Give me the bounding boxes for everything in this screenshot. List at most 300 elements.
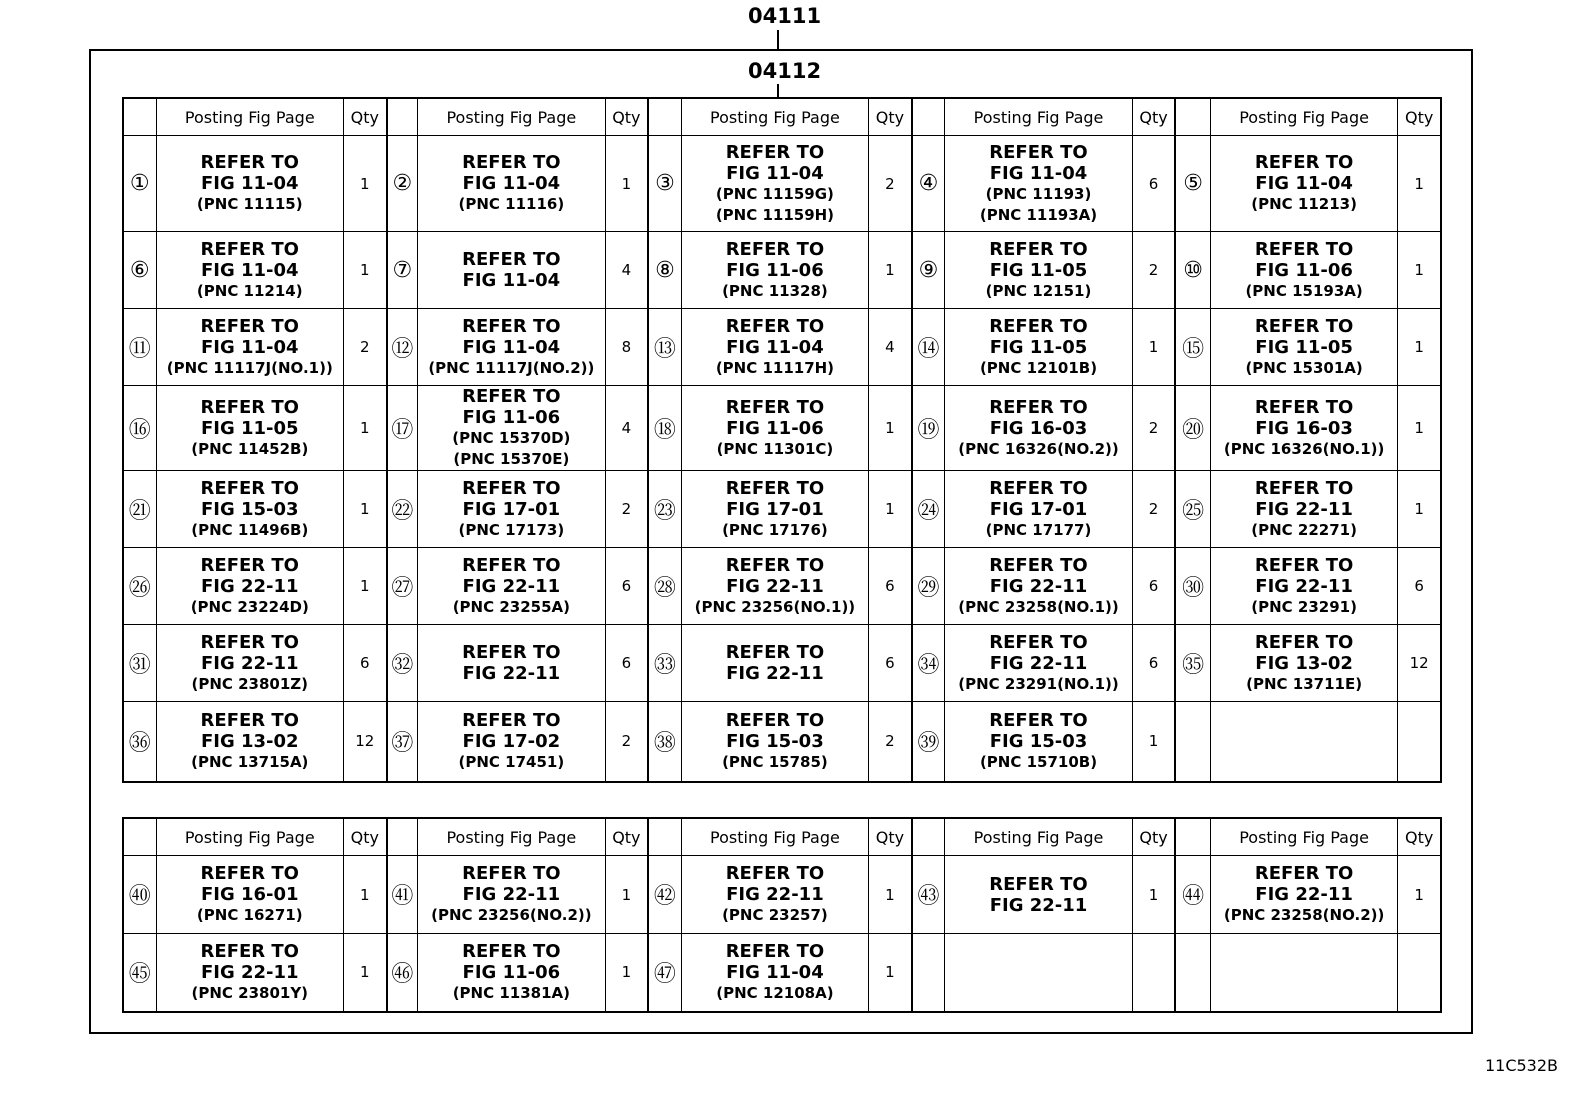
pnc-code: (PNC 23258(NO.2)) <box>1223 906 1385 924</box>
header-qty: Qty <box>869 818 912 856</box>
fig-number: FIG 22-11 <box>200 575 299 597</box>
header-qty: Qty <box>1398 818 1441 856</box>
item-number: ㉞ <box>912 625 945 702</box>
pnc-code: (PNC 15710B) <box>979 752 1098 771</box>
refer-to-text: REFER TO <box>200 152 299 173</box>
quantity: 2 <box>869 136 912 232</box>
fig-reference <box>418 309 605 386</box>
header-fig-page: Posting Fig Page <box>156 98 343 136</box>
pnc-code: (PNC 17451) <box>458 752 565 771</box>
quantity: 4 <box>605 232 648 309</box>
item-number: ⑨ <box>912 232 945 309</box>
fig-number: FIG 11-06 <box>462 407 561 428</box>
item-number: ② <box>387 136 418 232</box>
pnc-code: (PNC 23801Y) <box>191 983 309 1002</box>
quantity: 1 <box>1132 702 1175 782</box>
quantity: 1 <box>1398 309 1441 386</box>
fig-number: FIG 11-04 <box>462 270 561 291</box>
header-fig-page: Posting Fig Page <box>945 818 1132 856</box>
refer-to-text: REFER TO <box>989 554 1088 576</box>
quantity: 1 <box>343 856 386 934</box>
table-row <box>123 136 1441 232</box>
pnc-code: (PNC 17176) <box>722 520 828 539</box>
fig-number: FIG 17-01 <box>726 498 824 520</box>
item-number: ④ <box>912 136 945 232</box>
fig-number: FIG 11-06 <box>462 961 561 983</box>
fig-reference <box>681 934 868 1012</box>
quantity: 4 <box>605 386 648 471</box>
fig-number: FIG 22-11 <box>1255 575 1353 597</box>
fig-number: FIG 11-04 <box>726 961 824 983</box>
item-number: ㉛ <box>123 625 156 702</box>
fig-reference <box>1210 136 1397 232</box>
fig-number: FIG 22-11 <box>200 961 299 983</box>
header-fig-page: Posting Fig Page <box>156 818 343 856</box>
pnc-code: (PNC 11117H) <box>715 358 835 377</box>
pnc-code: (PNC 11193A) <box>979 205 1098 224</box>
quantity: 1 <box>1398 856 1441 934</box>
item-number: ⑳ <box>1175 386 1210 471</box>
fig-number: FIG 13-02 <box>200 730 299 752</box>
fig-number: FIG 22-11 <box>989 575 1088 597</box>
fig-number: FIG 15-03 <box>989 730 1088 752</box>
pnc-code: (PNC 23255A) <box>452 597 570 616</box>
fig-reference <box>156 702 343 782</box>
fig-number: FIG 11-04 <box>462 173 561 194</box>
item-number: ⑭ <box>912 309 945 386</box>
pnc-code: (PNC 13715A) <box>191 752 309 771</box>
header-number-cell <box>123 98 156 136</box>
fig-number: FIG 13-02 <box>1255 652 1353 674</box>
fig-number: FIG 11-05 <box>200 417 299 439</box>
quantity: 12 <box>1398 625 1441 702</box>
pnc-code: (PNC 11193) <box>985 184 1092 203</box>
pnc-code: (PNC 16271) <box>196 906 303 924</box>
quantity: 6 <box>343 625 386 702</box>
refer-to-text: REFER TO <box>200 238 299 260</box>
refer-to-text: REFER TO <box>989 873 1088 895</box>
refer-to-text: REFER TO <box>200 477 299 499</box>
quantity: 1 <box>605 136 648 232</box>
fig-number: FIG 11-04 <box>200 259 299 281</box>
refer-to-text: REFER TO <box>462 249 561 270</box>
pnc-code: (PNC 11117J(NO.2)) <box>428 358 595 377</box>
quantity: 6 <box>869 548 912 625</box>
quantity: 1 <box>869 471 912 548</box>
quantity: 2 <box>605 471 648 548</box>
fig-reference <box>681 309 868 386</box>
quantity: 6 <box>1398 548 1441 625</box>
fig-reference <box>945 471 1132 548</box>
fig-number: FIG 22-11 <box>726 663 824 684</box>
fig-number: FIG 17-01 <box>989 498 1088 520</box>
fig-reference <box>156 934 343 1012</box>
fig-number: FIG 11-06 <box>1255 259 1353 281</box>
refer-to-text: REFER TO <box>1254 631 1354 653</box>
pnc-code: (PNC 23224D) <box>190 597 309 616</box>
refer-to-text: REFER TO <box>200 631 299 653</box>
fig-reference <box>681 856 868 934</box>
fig-reference <box>945 625 1132 702</box>
pnc-code: (PNC 16326(NO.2)) <box>958 439 1119 458</box>
refer-to-text: REFER TO <box>1254 315 1354 337</box>
item-number: ⑲ <box>912 386 945 471</box>
item-number: ㊴ <box>912 702 945 782</box>
fig-reference <box>681 625 868 702</box>
item-number: ⑯ <box>123 386 156 471</box>
item-number: ㉘ <box>648 548 681 625</box>
quantity <box>1398 934 1441 1012</box>
quantity: 1 <box>1398 232 1441 309</box>
quantity: 6 <box>1132 625 1175 702</box>
fig-number: FIG 11-04 <box>200 173 299 194</box>
fig-reference <box>945 232 1132 309</box>
fig-reference <box>945 309 1132 386</box>
refer-to-text: REFER TO <box>200 315 299 337</box>
pnc-code: (PNC 12108A) <box>716 983 834 1002</box>
header-fig-page: Posting Fig Page <box>418 98 605 136</box>
item-number: ㊹ <box>1175 856 1210 934</box>
fig-reference <box>1210 625 1397 702</box>
item-number <box>1175 702 1210 782</box>
refer-to-text: REFER TO <box>200 863 299 884</box>
quantity: 6 <box>869 625 912 702</box>
fig-number: FIG 22-11 <box>462 575 561 597</box>
fig-number: FIG 11-05 <box>989 336 1088 358</box>
fig-number: FIG 22-11 <box>462 663 561 684</box>
refer-to-text: REFER TO <box>1254 477 1354 499</box>
item-number: ① <box>123 136 156 232</box>
fig-number: FIG 11-05 <box>1255 336 1353 358</box>
item-number: ⑧ <box>648 232 681 309</box>
refer-to-text: REFER TO <box>989 315 1088 337</box>
header-number-cell <box>912 98 945 136</box>
refer-to-text: REFER TO <box>989 141 1088 163</box>
pnc-code: (PNC 11117J(NO.1)) <box>166 358 333 377</box>
pnc-code: (PNC 15370D) <box>452 429 571 447</box>
header-qty: Qty <box>605 98 648 136</box>
item-number: ㊸ <box>912 856 945 934</box>
fig-reference <box>945 934 1132 1012</box>
quantity: 1 <box>869 934 912 1012</box>
fig-number: FIG 11-04 <box>726 336 824 358</box>
pnc-code: (PNC 13711E) <box>1246 674 1363 693</box>
quantity <box>1398 702 1441 782</box>
item-number: ㊲ <box>387 702 418 782</box>
fig-reference <box>1210 934 1397 1012</box>
fig-number: FIG 11-04 <box>989 162 1088 184</box>
fig-reference <box>418 548 605 625</box>
refer-to-text: REFER TO <box>200 396 299 418</box>
pnc-code: (PNC 23257) <box>722 906 828 924</box>
pnc-code: (PNC 11115) <box>196 195 303 213</box>
item-number: ③ <box>648 136 681 232</box>
fig-reference <box>1210 232 1397 309</box>
header-qty: Qty <box>1132 98 1175 136</box>
refer-to-text: REFER TO <box>725 396 825 418</box>
refer-to-text: REFER TO <box>725 709 825 731</box>
pnc-code: (PNC 16326(NO.1)) <box>1223 439 1385 458</box>
item-number: ⑤ <box>1175 136 1210 232</box>
quantity: 2 <box>1132 386 1175 471</box>
refer-to-text: REFER TO <box>725 863 825 884</box>
pnc-code: (PNC 17173) <box>458 520 565 539</box>
quantity: 1 <box>1398 471 1441 548</box>
pnc-code: (PNC 11496B) <box>191 520 309 539</box>
item-number: ⑩ <box>1175 232 1210 309</box>
fig-reference <box>156 471 343 548</box>
fig-number: FIG 11-04 <box>726 162 824 184</box>
refer-to-text: REFER TO <box>725 554 825 576</box>
header-fig-page: Posting Fig Page <box>1210 818 1397 856</box>
header-qty: Qty <box>869 98 912 136</box>
pnc-code: (PNC 15301A) <box>1245 358 1363 377</box>
pnc-code: (PNC 15785) <box>722 752 828 771</box>
table-row <box>123 548 1441 625</box>
item-number: ⑫ <box>387 309 418 386</box>
table-row <box>123 856 1441 934</box>
item-number: ⑦ <box>387 232 418 309</box>
fig-reference <box>418 232 605 309</box>
quantity: 2 <box>343 309 386 386</box>
refer-to-text: REFER TO <box>989 477 1088 499</box>
leader-line-04111 <box>777 30 779 49</box>
fig-number: FIG 22-11 <box>200 652 299 674</box>
item-number: ㉖ <box>123 548 156 625</box>
item-number: ㉗ <box>387 548 418 625</box>
fig-reference <box>681 232 868 309</box>
fig-reference <box>945 548 1132 625</box>
quantity: 1 <box>1398 136 1441 232</box>
fig-reference <box>156 232 343 309</box>
table-row <box>123 471 1441 548</box>
header-number-cell <box>648 98 681 136</box>
table-row <box>123 232 1441 309</box>
fig-reference <box>681 136 868 232</box>
refer-to-text: REFER TO <box>725 141 825 163</box>
refer-to-text: REFER TO <box>725 642 825 663</box>
refer-to-text: REFER TO <box>1254 396 1354 418</box>
fig-reference <box>418 625 605 702</box>
refer-to-text: REFER TO <box>725 477 825 499</box>
fig-reference <box>681 386 868 471</box>
fig-number: FIG 11-04 <box>200 336 299 358</box>
fig-reference <box>418 702 605 782</box>
item-number: ㊼ <box>648 934 681 1012</box>
quantity: 6 <box>1132 136 1175 232</box>
fig-reference <box>1210 548 1397 625</box>
pnc-code: (PNC 17177) <box>985 520 1092 539</box>
table-row <box>123 309 1441 386</box>
header-fig-page: Posting Fig Page <box>418 818 605 856</box>
refer-to-text: REFER TO <box>1254 152 1354 173</box>
item-number: ⑬ <box>648 309 681 386</box>
fig-reference <box>1210 856 1397 934</box>
fig-number: FIG 11-04 <box>462 336 561 358</box>
item-number: ㊱ <box>123 702 156 782</box>
fig-number: FIG 16-03 <box>989 417 1088 439</box>
pnc-code: (PNC 15370E) <box>453 450 570 468</box>
quantity: 1 <box>869 856 912 934</box>
refer-to-text: REFER TO <box>989 631 1088 653</box>
quantity: 6 <box>605 625 648 702</box>
assembly-label-04111: 04111 <box>748 4 822 28</box>
pnc-code: (PNC 23291) <box>1251 597 1357 616</box>
table-row <box>123 386 1441 471</box>
refer-to-text: REFER TO <box>462 315 561 337</box>
refer-to-text: REFER TO <box>1254 554 1354 576</box>
fig-reference <box>681 471 868 548</box>
refer-to-text: REFER TO <box>462 386 561 407</box>
quantity: 1 <box>343 136 386 232</box>
header-number-cell <box>1175 98 1210 136</box>
fig-number: FIG 11-04 <box>1255 173 1353 194</box>
fig-number: FIG 15-03 <box>726 730 824 752</box>
item-number: ㊶ <box>387 856 418 934</box>
quantity: 2 <box>1132 232 1175 309</box>
header-number-cell <box>1175 818 1210 856</box>
header-number-cell <box>912 818 945 856</box>
refer-to-text: REFER TO <box>462 152 561 173</box>
quantity: 6 <box>1132 548 1175 625</box>
quantity: 2 <box>1132 471 1175 548</box>
fig-number: FIG 15-03 <box>200 498 299 520</box>
fig-number: FIG 16-01 <box>200 884 299 905</box>
item-number <box>912 934 945 1012</box>
item-number: ⑰ <box>387 386 418 471</box>
item-number: ⑱ <box>648 386 681 471</box>
pnc-code: (PNC 23258(NO.1)) <box>958 597 1119 616</box>
quantity: 6 <box>605 548 648 625</box>
table-row <box>123 625 1441 702</box>
fig-number: FIG 22-11 <box>726 575 824 597</box>
fig-reference <box>418 856 605 934</box>
header-qty: Qty <box>605 818 648 856</box>
fig-reference <box>1210 471 1397 548</box>
quantity: 1 <box>869 232 912 309</box>
fig-number: FIG 22-11 <box>989 652 1088 674</box>
fig-reference <box>681 702 868 782</box>
reference-table-1 <box>122 97 1442 783</box>
quantity: 1 <box>1398 386 1441 471</box>
header-qty: Qty <box>343 818 386 856</box>
fig-reference <box>156 136 343 232</box>
refer-to-text: REFER TO <box>462 477 561 499</box>
pnc-code: (PNC 23291(NO.1)) <box>958 674 1119 693</box>
quantity: 2 <box>869 702 912 782</box>
fig-reference <box>945 856 1132 934</box>
item-number: ㉒ <box>387 471 418 548</box>
header-number-cell <box>648 818 681 856</box>
table-row <box>123 702 1441 782</box>
refer-to-text: REFER TO <box>462 709 561 731</box>
header-fig-page: Posting Fig Page <box>681 818 868 856</box>
quantity: 1 <box>605 856 648 934</box>
fig-number: FIG 22-11 <box>989 894 1088 916</box>
quantity: 1 <box>343 471 386 548</box>
refer-to-text: REFER TO <box>200 940 299 962</box>
fig-reference <box>156 548 343 625</box>
pnc-code: (PNC 22271) <box>1251 520 1357 539</box>
fig-reference <box>156 309 343 386</box>
pnc-code: (PNC 12151) <box>985 281 1092 300</box>
item-number: ㉜ <box>387 625 418 702</box>
pnc-code: (PNC 11213) <box>1251 195 1357 213</box>
refer-to-text: REFER TO <box>989 709 1088 731</box>
header-fig-page: Posting Fig Page <box>945 98 1132 136</box>
fig-reference <box>681 548 868 625</box>
fig-number: FIG 22-11 <box>1255 884 1353 905</box>
item-number: ⑪ <box>123 309 156 386</box>
pnc-code: (PNC 23256(NO.2)) <box>431 906 592 924</box>
item-number <box>1175 934 1210 1012</box>
header-fig-page: Posting Fig Page <box>1210 98 1397 136</box>
item-number: ⑮ <box>1175 309 1210 386</box>
pnc-code: (PNC 11328) <box>722 281 828 300</box>
quantity: 1 <box>343 934 386 1012</box>
pnc-code: (PNC 15193A) <box>1245 281 1363 300</box>
quantity: 12 <box>343 702 386 782</box>
fig-reference <box>945 386 1132 471</box>
refer-to-text: REFER TO <box>725 238 825 260</box>
item-number: ⑥ <box>123 232 156 309</box>
fig-reference <box>156 386 343 471</box>
header-qty: Qty <box>1398 98 1441 136</box>
pnc-code: (PNC 12101B) <box>979 358 1098 377</box>
pnc-code: (PNC 11159H) <box>715 205 835 224</box>
refer-to-text: REFER TO <box>725 940 825 962</box>
quantity: 1 <box>343 232 386 309</box>
header-number-cell <box>387 818 418 856</box>
fig-reference <box>418 471 605 548</box>
fig-reference <box>156 625 343 702</box>
item-number: ㉓ <box>648 471 681 548</box>
refer-to-text: REFER TO <box>989 396 1088 418</box>
refer-to-text: REFER TO <box>462 642 561 663</box>
fig-reference <box>156 856 343 934</box>
table-row <box>123 934 1441 1012</box>
quantity <box>1132 934 1175 1012</box>
item-number: ㊷ <box>648 856 681 934</box>
fig-reference <box>945 136 1132 232</box>
fig-reference <box>945 702 1132 782</box>
item-number: ㊻ <box>387 934 418 1012</box>
refer-to-text: REFER TO <box>462 863 561 884</box>
fig-number: FIG 11-05 <box>989 259 1088 281</box>
fig-number: FIG 22-11 <box>1255 498 1353 520</box>
header-number-cell <box>123 818 156 856</box>
item-number: ㉚ <box>1175 548 1210 625</box>
quantity: 1 <box>343 548 386 625</box>
pnc-code: (PNC 11116) <box>458 195 565 213</box>
fig-number: FIG 22-11 <box>462 884 561 905</box>
pnc-code: (PNC 11381A) <box>452 983 570 1002</box>
refer-to-text: REFER TO <box>462 940 561 962</box>
fig-number: FIG 11-06 <box>726 259 824 281</box>
item-number: ㉑ <box>123 471 156 548</box>
item-number: ㉔ <box>912 471 945 548</box>
quantity: 1 <box>869 386 912 471</box>
header-qty: Qty <box>1132 818 1175 856</box>
header-fig-page: Posting Fig Page <box>681 98 868 136</box>
item-number: ㉟ <box>1175 625 1210 702</box>
quantity: 1 <box>1132 309 1175 386</box>
pnc-code: (PNC 11214) <box>196 281 303 300</box>
quantity: 1 <box>1132 856 1175 934</box>
header-number-cell <box>387 98 418 136</box>
fig-number: FIG 17-01 <box>462 498 561 520</box>
fig-number: FIG 11-06 <box>726 417 824 439</box>
